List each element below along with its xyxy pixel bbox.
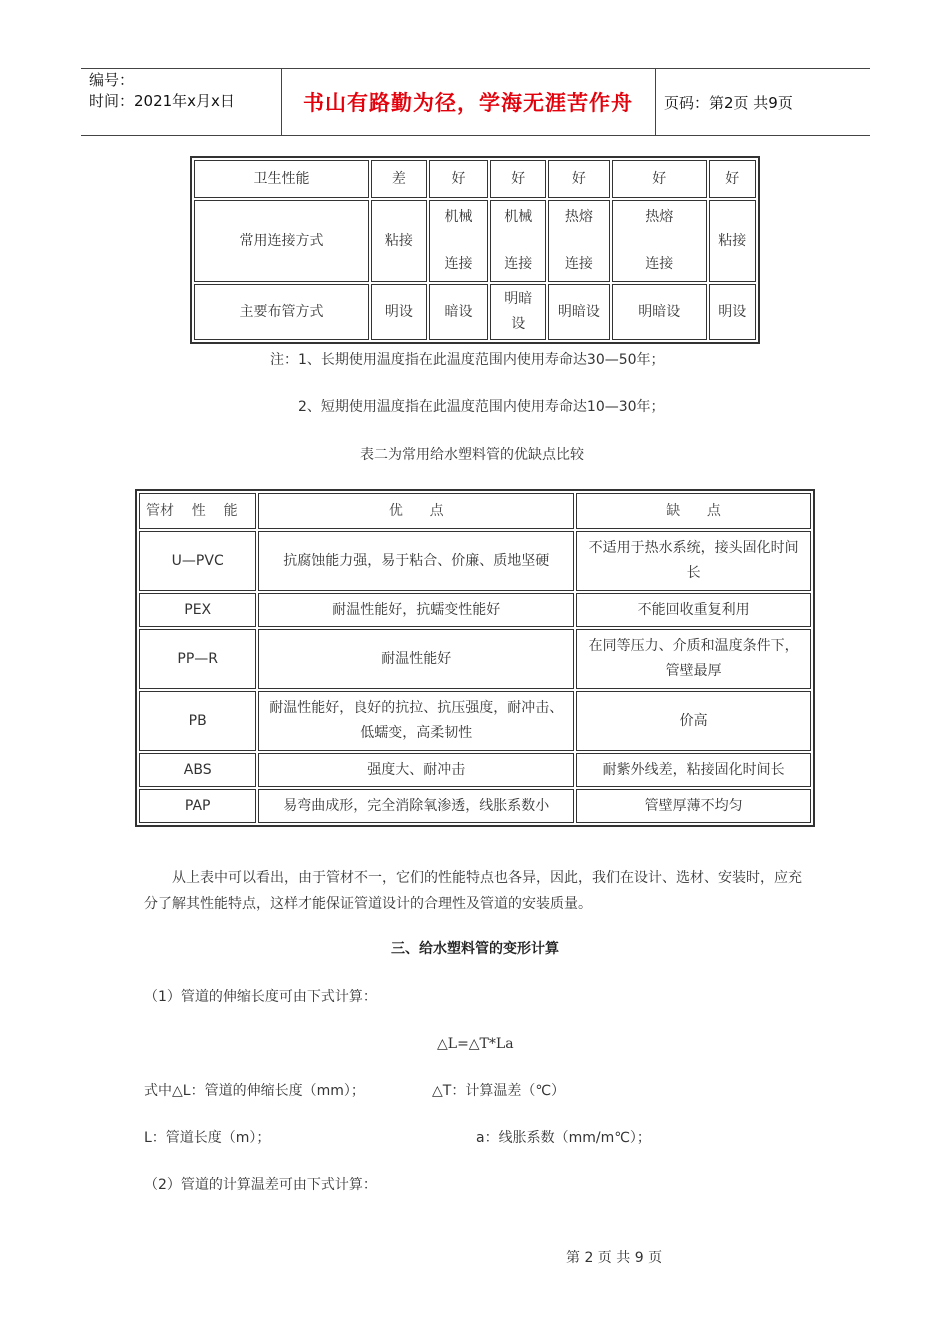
cell-line: 机械 [444,209,473,225]
table-cell: 明暗设 [490,284,546,340]
table-row [139,593,811,627]
cell-line: 粘接 [384,232,413,249]
table-row [194,200,756,282]
table-cell [429,200,489,282]
column-header-cons: 缺 点 [576,493,811,529]
pros-cell: 耐温性能好，良好的抗拉、抗压强度，耐冲击、低蠕变，高柔韧性 [258,691,574,751]
table-row [139,753,811,787]
cell-line: 粘接 [718,232,747,249]
cell-line: 连接 [645,256,674,272]
table-cell: 明暗设 [612,284,707,340]
material-cell: PP—R [139,629,256,689]
row-label-layout: 主要布管方式 [194,284,369,340]
table-cell: 明暗设 [548,284,610,340]
pros-cell: 耐温性能好，抗蠕变性能好 [258,593,574,627]
table-cell [709,200,756,282]
item-2: （2）管道的计算温差可由下式计算： [144,1177,377,1193]
page-footer: 第 2 页 共 9 页 [566,1250,663,1266]
header-motto: 书山有路勤为径，学海无涯苦作舟 [303,91,633,115]
header-page-label: 页码：第2页 共9页 [664,94,793,112]
cons-cell: 不适用于热水系统，接头固化时间长 [576,531,811,591]
section-title: 三、给水塑料管的变形计算 [391,941,559,957]
pros-cell: 易弯曲成形，完全消除氧渗透，线胀系数小 [258,789,574,823]
cons-cell: 价高 [576,691,811,751]
material-cell: PAP [139,789,256,823]
table-row [139,531,811,591]
plastic-pipe-comparison-table [135,489,815,827]
table-cell: 好 [709,160,756,198]
row-label-connection: 常用连接方式 [194,200,369,282]
table-cell [371,200,427,282]
cell-line: 热熔 [564,209,593,225]
table-cell: 暗设 [429,284,489,340]
row-label-hygiene: 卫生性能 [194,160,369,198]
pipe-property-table-continued [190,156,760,344]
header-divider-right [655,68,656,136]
table-cell: 明设 [371,284,427,340]
table-cell [548,200,610,282]
table-cell [612,200,707,282]
definition-delta-t: △T：计算温差（℃） [432,1083,566,1099]
material-cell: U—PVC [139,531,256,591]
table-cell: 好 [612,160,707,198]
note-1: 注：1、长期使用温度指在此温度范围内使用寿命达30—50年； [270,352,665,368]
material-cell: PEX [139,593,256,627]
table-cell: 好 [429,160,489,198]
definition-l: L：管道长度（m）； [144,1130,271,1146]
table-row [139,691,811,751]
table-cell: 差 [371,160,427,198]
cons-cell: 在同等压力、介质和温度条件下，管壁最厚 [576,629,811,689]
table-cell: 好 [548,160,610,198]
table-cell: 明设 [709,284,756,340]
cell-line: 热熔 [645,209,674,225]
table-cell [490,200,546,282]
cell-line: 连接 [504,256,533,272]
cell-line: 连接 [564,256,593,272]
pros-cell: 抗腐蚀能力强，易于粘合、价廉、质地坚硬 [258,531,574,591]
table-header-row [139,493,811,529]
cons-cell: 不能回收重复利用 [576,593,811,627]
table-row [194,284,756,340]
column-header-material: 管材 性 能 [139,493,256,529]
item-1: （1）管道的伸缩长度可由下式计算： [144,989,377,1005]
header-time-label: 时间：2021年x月x日 [89,92,235,110]
cons-cell: 管壁厚薄不均匀 [576,789,811,823]
cell-line: 连接 [444,256,473,272]
note-2: 2、短期使用温度指在此温度范围内使用寿命达10—30年； [298,399,665,415]
header-info [89,70,235,112]
header-number-label: 编号： [89,71,135,89]
material-cell: ABS [139,753,256,787]
summary-paragraph: 从上表中可以看出，由于管材不一，它们的性能特点也各异，因此，我们在设计、选材、安装时，应充分了解其性能特点，这样才能保证管道设计的合理性及管道的安装质量。 [144,870,802,912]
column-header-pros: 优 点 [258,493,574,529]
table2-caption: 表二为常用给水塑料管的优缺点比较 [360,447,584,463]
pros-cell: 强度大、耐冲击 [258,753,574,787]
table-row [139,629,811,689]
definition-delta-l: 式中△L：管道的伸缩长度（mm）； [144,1083,365,1099]
formula: △L=△T*La [437,1036,514,1052]
table-row [139,789,811,823]
pros-cell: 耐温性能好 [258,629,574,689]
cell-line: 机械 [504,209,533,225]
definition-a: a：线胀系数（mm/m℃）； [476,1130,651,1146]
material-cell: PB [139,691,256,751]
table-row [194,160,756,198]
cons-cell: 耐紫外线差，粘接固化时间长 [576,753,811,787]
table-cell: 好 [490,160,546,198]
